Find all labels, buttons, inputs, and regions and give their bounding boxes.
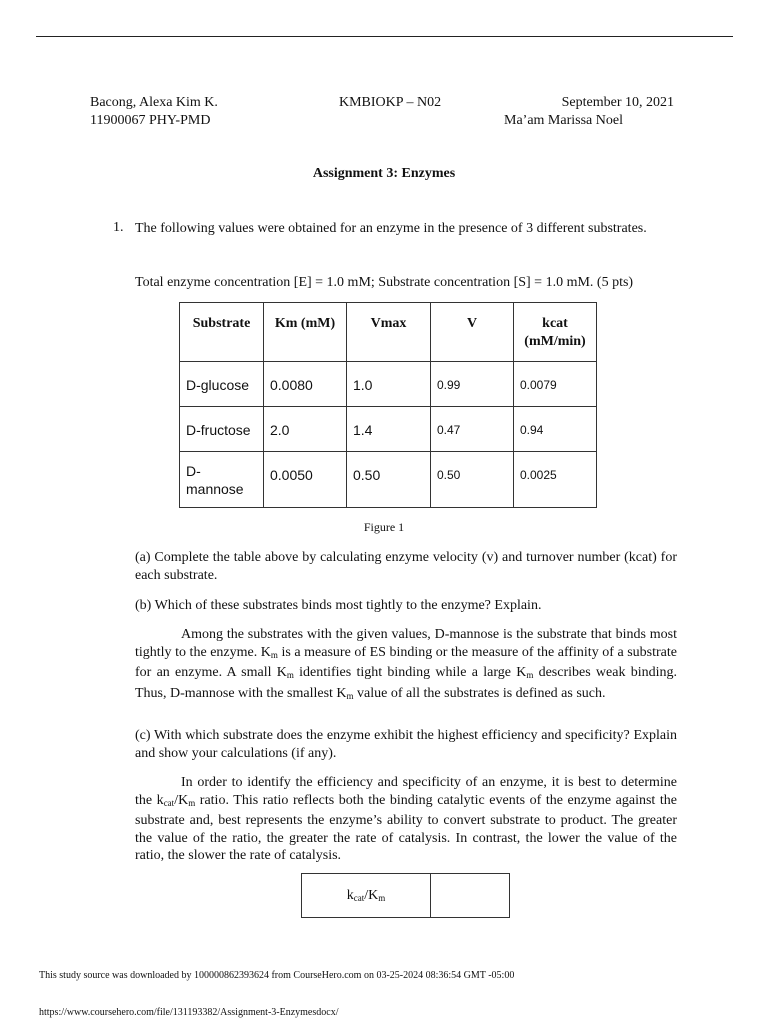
figure-caption: Figure 1	[363, 520, 405, 534]
assignment-title: Assignment 3: Enzymes	[312, 166, 456, 181]
enzyme-table	[179, 302, 597, 508]
table-row	[180, 452, 597, 508]
submission-date: September 10, 2021	[561, 95, 674, 110]
header-substrate: Substrate	[180, 303, 264, 362]
cell-kcat: 0.94	[514, 407, 597, 452]
question-number: 1.	[113, 220, 124, 235]
cell-substrate: D-mannose	[180, 452, 264, 508]
table-row	[180, 362, 597, 407]
course-section: KMBIOKP – N02	[339, 95, 442, 110]
part-b-answer: Among the substrates with the given values, D-mannose is the substrate that binds most tightly to the enzyme. $K_m$ is a measure of ES binding or the measure of the affinity of a substrate for an enzyme. A small $K_m$ identifies tight binding while a large $K_m$ describes weak binding. Thus, D-mannose with the smallest $K_m$ value of all the substrates is defined as such.	[135, 627, 678, 701]
part-a-question: (a) Complete the table above by calculating enzyme velocity (v) and turnover number (kcat) for each substrate.	[135, 550, 677, 583]
source-url[interactable]: https://www.coursehero.com/file/131193382/Assignment-3-Enzymesdocx/	[39, 1007, 339, 1018]
student-name: Bacong, Alexa Kim K.	[90, 95, 218, 110]
student-id-course: 11900067 PHY-PMD	[90, 113, 211, 128]
header-vmax: Vmax	[347, 303, 431, 362]
table-header-row	[180, 303, 597, 362]
cell-vmax: 1.4	[347, 407, 431, 452]
cell-substrate: D-glucose	[180, 362, 264, 407]
cell-vmax: 1.0	[347, 362, 431, 407]
question-prompt: The following values were obtained for an enzyme in the presence of 3 different substrates.	[135, 221, 647, 236]
cell-v: 0.50	[431, 452, 514, 508]
cell-v: 0.47	[431, 407, 514, 452]
cell-kcat: 0.0025	[514, 452, 597, 508]
cell-v: 0.99	[431, 362, 514, 407]
cell-km: 0.0050	[264, 452, 347, 508]
header-v: V	[431, 303, 514, 362]
cell-km: 0.0080	[264, 362, 347, 407]
part-c-question: (c) With which substrate does the enzyme exhibit the highest efficiency and specificity? Explain and show your calculations (if any).	[135, 728, 677, 761]
ratio-table	[301, 873, 510, 918]
header-km: Km (mM)	[264, 303, 347, 362]
part-c-answer: In order to identify the efficiency and specificity of an enzyme, it is best to determine the $k_{cat}/K_m$ ratio. This ratio reflects both the binding catalytic events of the enzyme against the substrate and, best represents the enzyme’s ability to convert substrate to product. The greater the value of the ratio, the greater the rate of catalysis. In contrast, the lower the value of the ratio, the slower the rate of catalysis.	[135, 775, 677, 863]
ratio-value	[431, 874, 510, 918]
cell-vmax: 0.50	[347, 452, 431, 508]
table-row	[302, 874, 510, 918]
top-rule	[36, 36, 733, 37]
question-conditions: Total enzyme concentration [E] = 1.0 mM; Substrate concentration [S] = 1.0 mM. (5 pts)	[135, 275, 634, 290]
header-kcat: kcat (mM/min)	[514, 303, 597, 362]
part-b-question: (b) Which of these substrates binds most tightly to the enzyme? Explain.	[135, 598, 542, 613]
cell-substrate: D-fructose	[180, 407, 264, 452]
ratio-label: $k_{cat}/K_m$	[302, 874, 431, 918]
cell-km: 2.0	[264, 407, 347, 452]
table-row	[180, 407, 597, 452]
cell-kcat: 0.0079	[514, 362, 597, 407]
download-notice: This study source was downloaded by 100000862393624 from CourseHero.com on 03-25-2024 08:36:54 GMT -05:00	[39, 970, 515, 981]
instructor-name: Ma’am Marissa Noel	[504, 113, 623, 128]
